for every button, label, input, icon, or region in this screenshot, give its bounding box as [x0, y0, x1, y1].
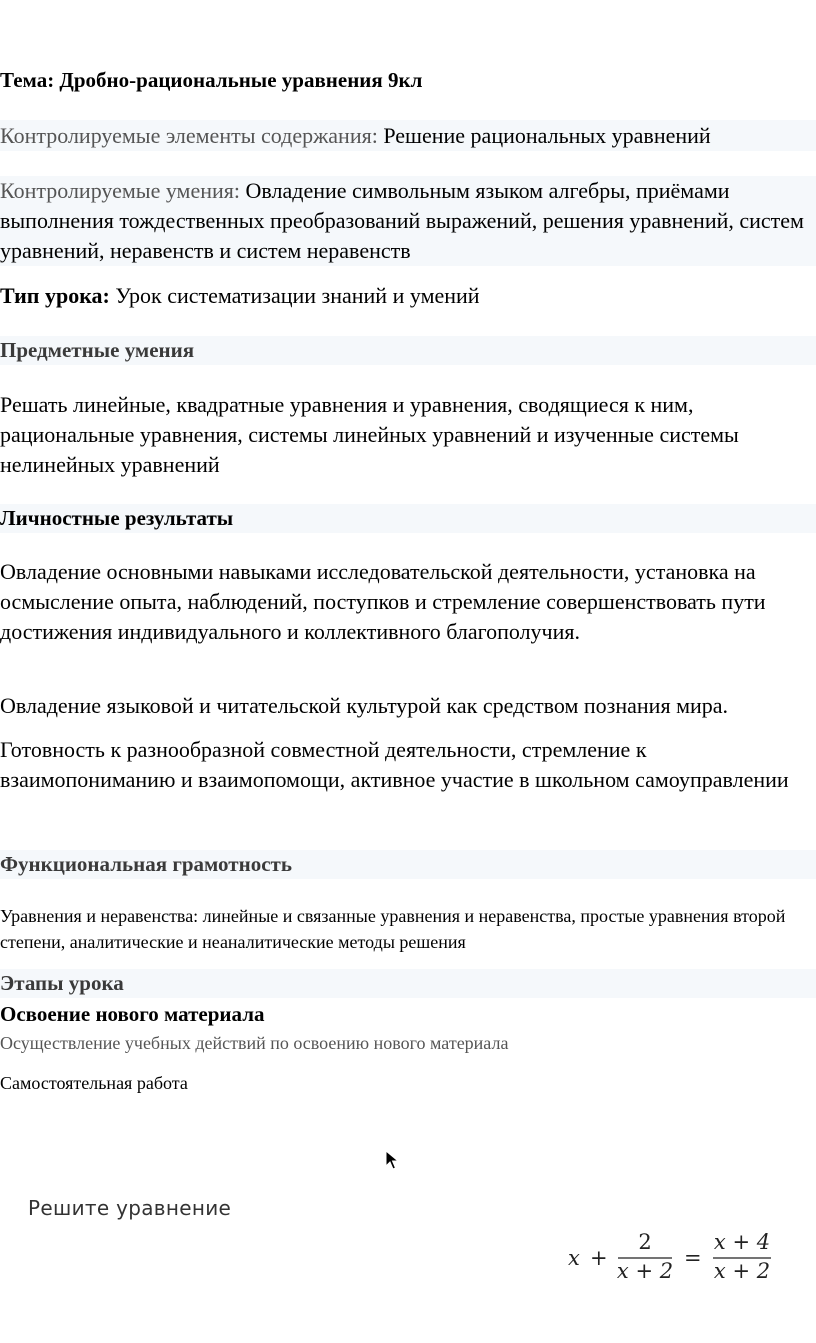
equation — [560, 1228, 800, 1288]
subject-skills-text: Решать линейные, квадратные уравнения и уравнения, сводящиеся к ним, рациональные уравнения, системы линейных уравнений и изученные системы нелинейных уравнений — [0, 392, 739, 477]
content-elements-value: Решение рациональных уравнений — [383, 123, 711, 148]
content-elements — [0, 120, 816, 151]
personal-result-item: Готовность к разнообразной совместной деятельности, стремление к взаимопониманию и взаимопомощи, активное участие в школьном самоуправлении — [0, 737, 789, 792]
functional-literacy-text: Уравнения и неравенства: линейные и связанные уравнения и неравенства, простые уравнения второй степени, аналитические и неаналитические методы решения — [0, 906, 786, 952]
eq-numerator-1: 2 — [638, 1230, 652, 1254]
personal-results-heading: Личностные результаты — [0, 504, 816, 533]
functional-literacy-heading: Функциональная грамотность — [0, 850, 816, 879]
controlled-skills-label: Контролируемые умения: — [0, 178, 241, 203]
controlled-skills-value: Овладение символьным языком алгебры, приёмами выполнения тождественных преобразований выражений, решения уравнений, систем уравнений, неравенств и систем неравенств — [0, 178, 804, 263]
eq-denominator-1: x + 2 — [616, 1259, 674, 1283]
lesson-type-label: Тип урока: — [0, 283, 110, 308]
controlled-skills — [0, 176, 816, 266]
eq-x: x — [568, 1246, 580, 1270]
personal-result-item: Овладение языковой и читательской культурой как средством познания мира. — [0, 693, 729, 718]
content-elements-label: Контролируемые элементы содержания: — [0, 123, 378, 148]
lesson-stages-heading: Этапы урока — [0, 969, 816, 998]
eq-equals: = — [684, 1246, 702, 1270]
task-prompt: Решите уравнение — [28, 1196, 232, 1220]
eq-numerator-2: x + 4 — [713, 1230, 771, 1254]
stage-title: Освоение нового материала — [0, 1002, 265, 1026]
lesson-type — [0, 281, 816, 311]
independent-work: Самостоятельная работа — [0, 1073, 188, 1093]
stage-description: Осуществление учебных действий по освоению нового материала — [0, 1033, 509, 1053]
personal-result-item: Овладение основными навыками исследовательской деятельности, установка на осмысление опыта, наблюдений, поступков и стремление совершенствовать пути достижения индивидуального и коллективного благополучия. — [0, 559, 766, 644]
mouse-cursor-icon — [385, 1150, 399, 1170]
page-title: Тема: Дробно-рациональные уравнения 9кл — [0, 68, 423, 92]
subject-skills-heading: Предметные умения — [0, 336, 816, 365]
lesson-type-value: Урок систематизации знаний и умений — [115, 283, 480, 308]
eq-plus: + — [590, 1246, 608, 1270]
eq-denominator-2: x + 2 — [713, 1259, 771, 1283]
